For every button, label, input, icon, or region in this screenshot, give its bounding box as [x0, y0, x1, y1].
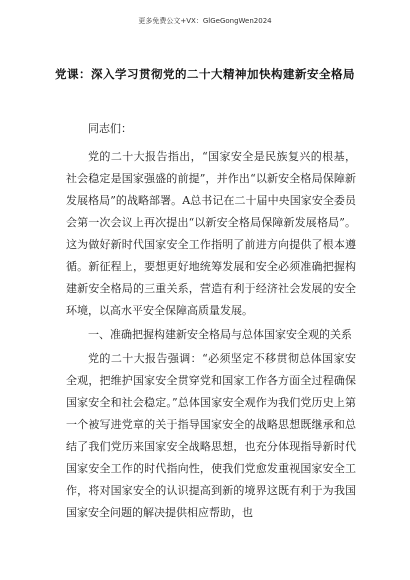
paragraph-intro: 党的二十大报告指出，“国家安全是民族复兴的根基，社会稳定是国家强盛的前提”，并作出“以新安全格局保障新发展格局”的战略部署。A总书记在二十届中央国家安全委员会第一次会议上再次提出“以新安全格局保障新发展格局”。这为做好新时代国家安全工作指明了前进方向提供了根本遵循。新征程上，要想更好地统筹发展和安全必须准确把握构建新安全格局的三重关系，营造有利于经济社会发展的安全环境，以高水平安全保障高质量发展。	[66, 150, 356, 317]
paragraph-section-1: 党的二十大报告强调：“必须坚定不移贯彻总体国家安全观，把维护国家安全贯穿党和国家工作各方面全过程确保国家安全和社会稳定。”总体国家安全观作为我们党历史上第一个被写进党章的关于指导国家安全的战略思想既继承和总结了我们党历来国家安全战略思想，也充分体现指导新时代国家安全工作的时代指向性，使我们党愈发重视国家安全工作，将对国家安全的认识提高到新的境界这既有利于为我国国家安全问题的解决提供相应帮助，也	[66, 352, 356, 519]
document-body	[66, 118, 356, 526]
document-title: 党课：深入学习贯彻党的二十大精神加快构建新安全格局	[55, 67, 355, 81]
header-note: 更多免费公文+VX：GlGeGongWen2024	[138, 17, 272, 25]
salutation: 同志们：	[88, 122, 132, 135]
section-heading-1: 一、准确把握构建新安全格局与总体国家安全观的关系	[88, 328, 352, 341]
